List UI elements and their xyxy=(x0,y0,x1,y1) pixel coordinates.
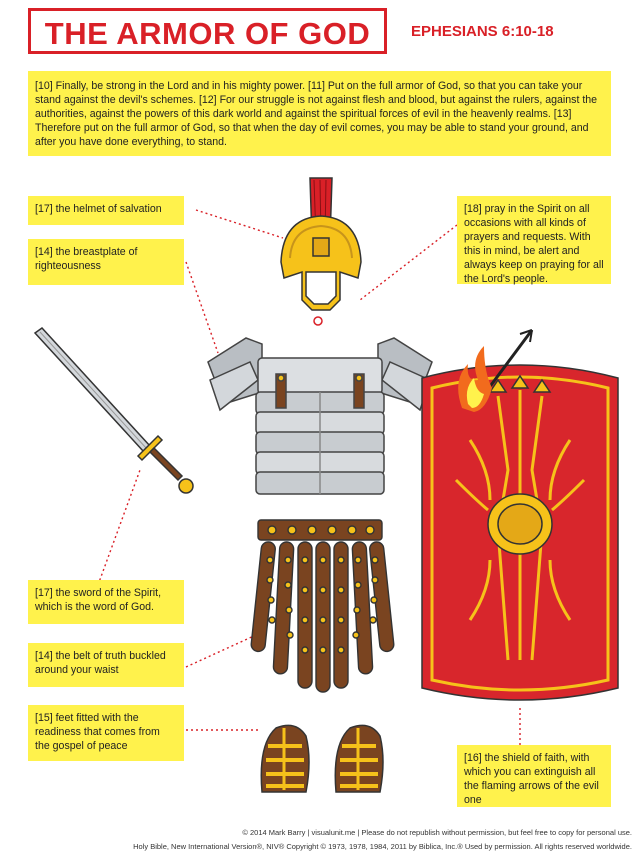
label-prayer: [18] pray in the Spirit on all occasions with all kinds of prayers and requests. With this in mind, be alert and always keep on praying for all the Lord's people. xyxy=(457,196,611,284)
pointer-dot xyxy=(314,317,322,325)
pointer-breastplate xyxy=(186,262,218,353)
pointer-sword xyxy=(98,470,140,585)
footer-copyright: © 2014 Mark Barry | visualunit.me | Please do not republish without permission, but feel free to copy for personal use. xyxy=(242,828,632,837)
label-belt: [14] the belt of truth buckled around your waist xyxy=(28,643,184,687)
label-shield: [16] the shield of faith, with which you can extinguish all the flaming arrows of the evil one xyxy=(457,745,611,807)
pointer-prayer xyxy=(360,225,457,300)
label-breastplate: [14] the breastplate of righteousness xyxy=(28,239,184,285)
helmet-icon xyxy=(281,178,361,310)
footer-bible-credit: Holy Bible, New International Version®, NIV® Copyright © 1973, 1978, 1984, 2011 by Biblica, Inc.® Used by permission. All rights reserved worldwide. xyxy=(133,842,632,851)
label-sword: [17] the sword of the Spirit, which is the word of God. xyxy=(28,580,184,624)
shield-icon xyxy=(422,330,618,700)
pointer-helmet xyxy=(196,210,283,238)
belt-icon xyxy=(251,520,395,692)
sword-icon xyxy=(35,328,193,493)
label-feet: [15] feet fitted with the readiness that comes from the gospel of peace xyxy=(28,705,184,761)
page-title: THE ARMOR OF GOD xyxy=(44,16,371,51)
pointer-belt xyxy=(186,635,256,667)
sandals-icon xyxy=(261,725,383,792)
breastplate-icon xyxy=(208,338,432,494)
label-helmet: [17] the helmet of salvation xyxy=(28,196,184,225)
scripture-reference: EPHESIANS 6:10-18 xyxy=(411,23,554,40)
intro-passage: [10] Finally, be strong in the Lord and in his mighty power. [11] Put on the full armor of God, so that you can take your stand against the devil's schemes. [12] For our struggle is not against flesh and blood, but against the rulers, against the authorities, against the powers of this dark world and against the spiritual forces of evil in the heavenly realms. [13] Therefore put on the full armor of God, so that when the day of evil comes, you may be able to stand your ground, and after you have done everything, to stand. xyxy=(28,71,611,156)
